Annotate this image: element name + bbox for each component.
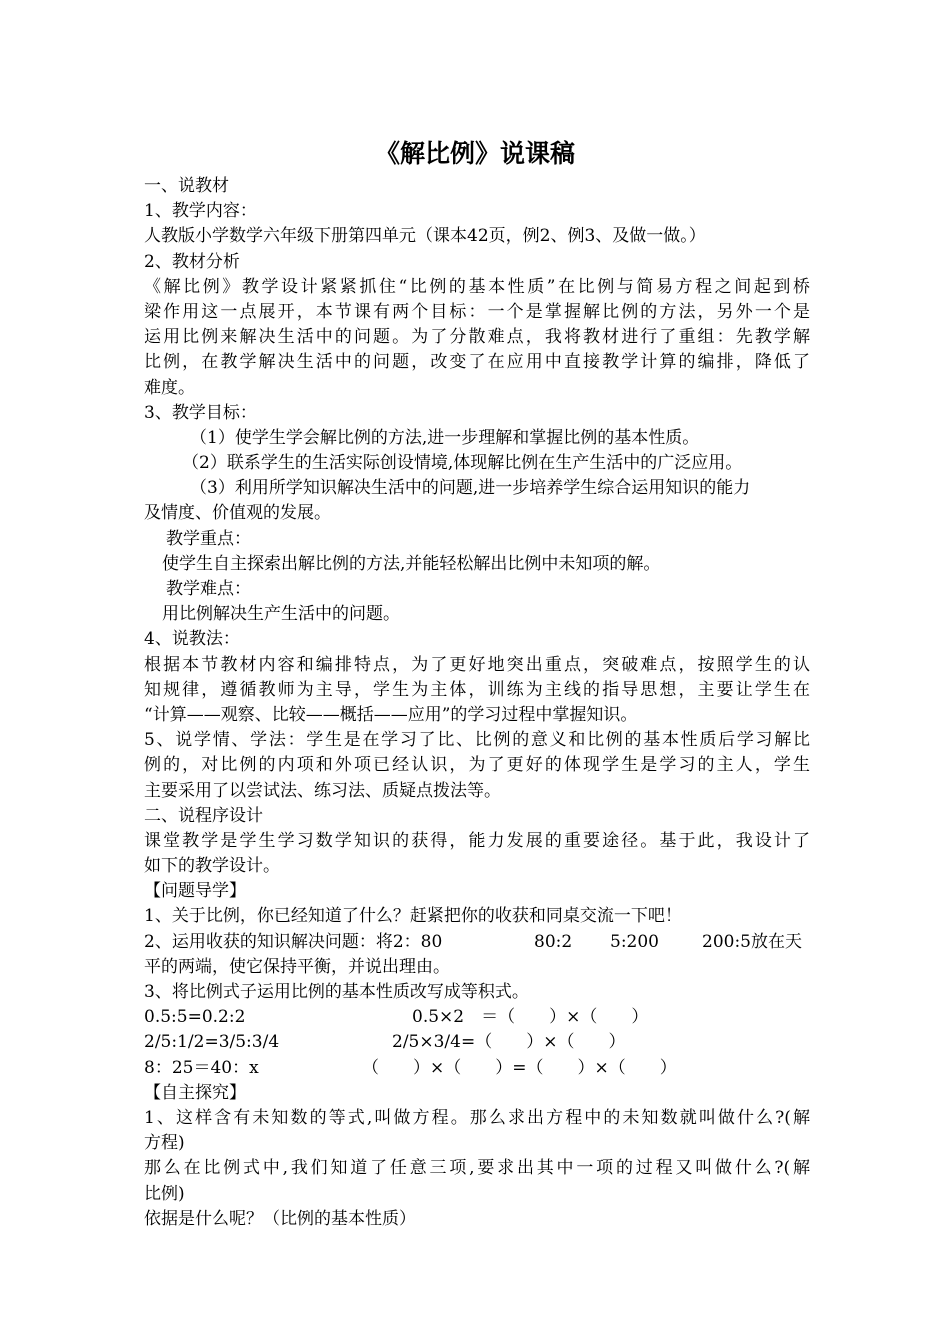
paragraph-line: 人教版小学数学六年级下册第四单元（课本42页，例2、例3、及做一做。） xyxy=(144,226,706,247)
paragraph-line: 平的两端，使它保持平衡，并说出理由。 xyxy=(144,956,450,977)
paragraph-line: 难度。 xyxy=(144,377,195,398)
subheading: 【问题导学】 xyxy=(144,881,246,902)
objective-item: （3）利用所学知识解决生活中的问题,进一步培养学生综合运用知识的能力 xyxy=(190,478,751,499)
equation-row xyxy=(144,1056,810,1081)
paragraph-line: 3、将比例式子运用比例的基本性质改写成等积式。 xyxy=(144,982,529,1002)
proportion: 8：25＝40：x xyxy=(144,1057,259,1078)
paragraph-line: 及情度、价值观的发展。 xyxy=(144,503,331,524)
paragraph-line: 依据是什么呢？（比例的基本性质） xyxy=(144,1208,416,1229)
product-equation: 2/5×3/4=（ ）×（ ） xyxy=(392,1032,626,1053)
equation-row xyxy=(144,1030,810,1055)
product-equation: 0.5×2 ＝（ ）×（ ） xyxy=(412,1007,649,1028)
paragraph-line: 知规律，遵循教师为主导，学生为主体，训练为主线的指导思想，主要让学生在 xyxy=(144,679,810,700)
proportion: 0.5:5=0.2:2 xyxy=(144,1007,246,1028)
ratio-item: 80:2 xyxy=(534,931,573,952)
objective-item: （1）使学生学会解比例的方法,进一步理解和掌握比例的基本性质。 xyxy=(190,427,700,448)
subheading: 教学重点： xyxy=(166,528,251,549)
ratio-item: 2、运用收获的知识解决问题：将2：80 xyxy=(144,931,443,952)
paragraph-line: 如下的教学设计。 xyxy=(144,856,280,877)
paragraph-line: 比例) xyxy=(144,1183,185,1204)
paragraph-line: 1、关于比例，你已经知道了什么？赶紧把你的收获和同桌交流一下吧！ xyxy=(144,906,682,927)
subheading: 教学难点： xyxy=(166,579,251,599)
subheading: 4、说教法： xyxy=(144,629,240,650)
paragraph-line: 方程) xyxy=(144,1133,185,1154)
paragraph-line: “计算——观察、比较——概括——应用”的学习过程中掌握知识。 xyxy=(144,704,638,725)
page-title: 《解比例》说课稿 xyxy=(374,139,575,168)
paragraph-line: 主要采用了以尝试法、练习法、质疑点拨法等。 xyxy=(144,780,501,801)
paragraph-line: 用比例解决生产生活中的问题。 xyxy=(162,604,400,625)
objective-item: （2）联系学生的生活实际创设情境,体现解比例在生产生活中的广泛应用。 xyxy=(182,453,743,474)
subheading: 【自主探究】 xyxy=(144,1082,246,1103)
proportion: 2/5:1/2=3/5:3/4 xyxy=(144,1032,280,1053)
paragraph-line: 1、这样含有未知数的等式,叫做方程。那么求出方程中的未知数就叫做什么?(解 xyxy=(144,1107,810,1128)
paragraph-line: 那么在比例式中,我们知道了任意三项,要求出其中一项的过程又叫做什么?(解 xyxy=(144,1158,810,1179)
section-heading: 二、说程序设计 xyxy=(144,805,263,826)
paragraph-line: 例的，对比例的内项和外项已经认识，为了更好的体现学生是学习的主人，学生 xyxy=(144,755,810,776)
subheading: 2、教材分析 xyxy=(144,251,240,272)
subheading: 3、教学目标： xyxy=(144,402,257,423)
ratio-problem-line xyxy=(144,930,810,955)
ratio-item: 5:200 xyxy=(610,931,659,952)
paragraph-line: 比例，在教学解决生活中的问题，改变了在应用中直接教学计算的编排，降低了 xyxy=(144,352,810,373)
paragraph-line: 根据本节教材内容和编排特点，为了更好地突出重点，突破难点，按照学生的认 xyxy=(144,654,810,675)
paragraph-line: 运用比例来解决生活中的问题。为了分散难点，我将教材进行了重组：先教学解 xyxy=(144,327,810,348)
paragraph-line: 使学生自主探索出解比例的方法,并能轻松解出比例中未知项的解。 xyxy=(162,553,661,574)
section-heading: 一、说教材 xyxy=(144,176,229,196)
product-equation: （ ）×（ ）=（ ）×（ ） xyxy=(362,1057,677,1078)
paragraph-line: 《解比例》教学设计紧紧抓住“比例的基本性质”在比例与简易方程之间起到桥 xyxy=(144,276,810,297)
ratio-item: 200:5放在天 xyxy=(702,931,802,952)
subheading: 1、教学内容： xyxy=(144,201,257,222)
paragraph-line: 梁作用这一点展开，本节课有两个目标：一个是掌握解比例的方法，另外一个是 xyxy=(144,301,810,322)
paragraph-line: 5、说学情、学法：学生是在学习了比、比例的意义和比例的基本性质后学习解比 xyxy=(144,730,810,751)
equation-row xyxy=(144,1005,810,1030)
document-body xyxy=(144,174,810,1232)
paragraph-line: 课堂教学是学生学习数学知识的获得，能力发展的重要途径。基于此，我设计了 xyxy=(144,830,810,851)
